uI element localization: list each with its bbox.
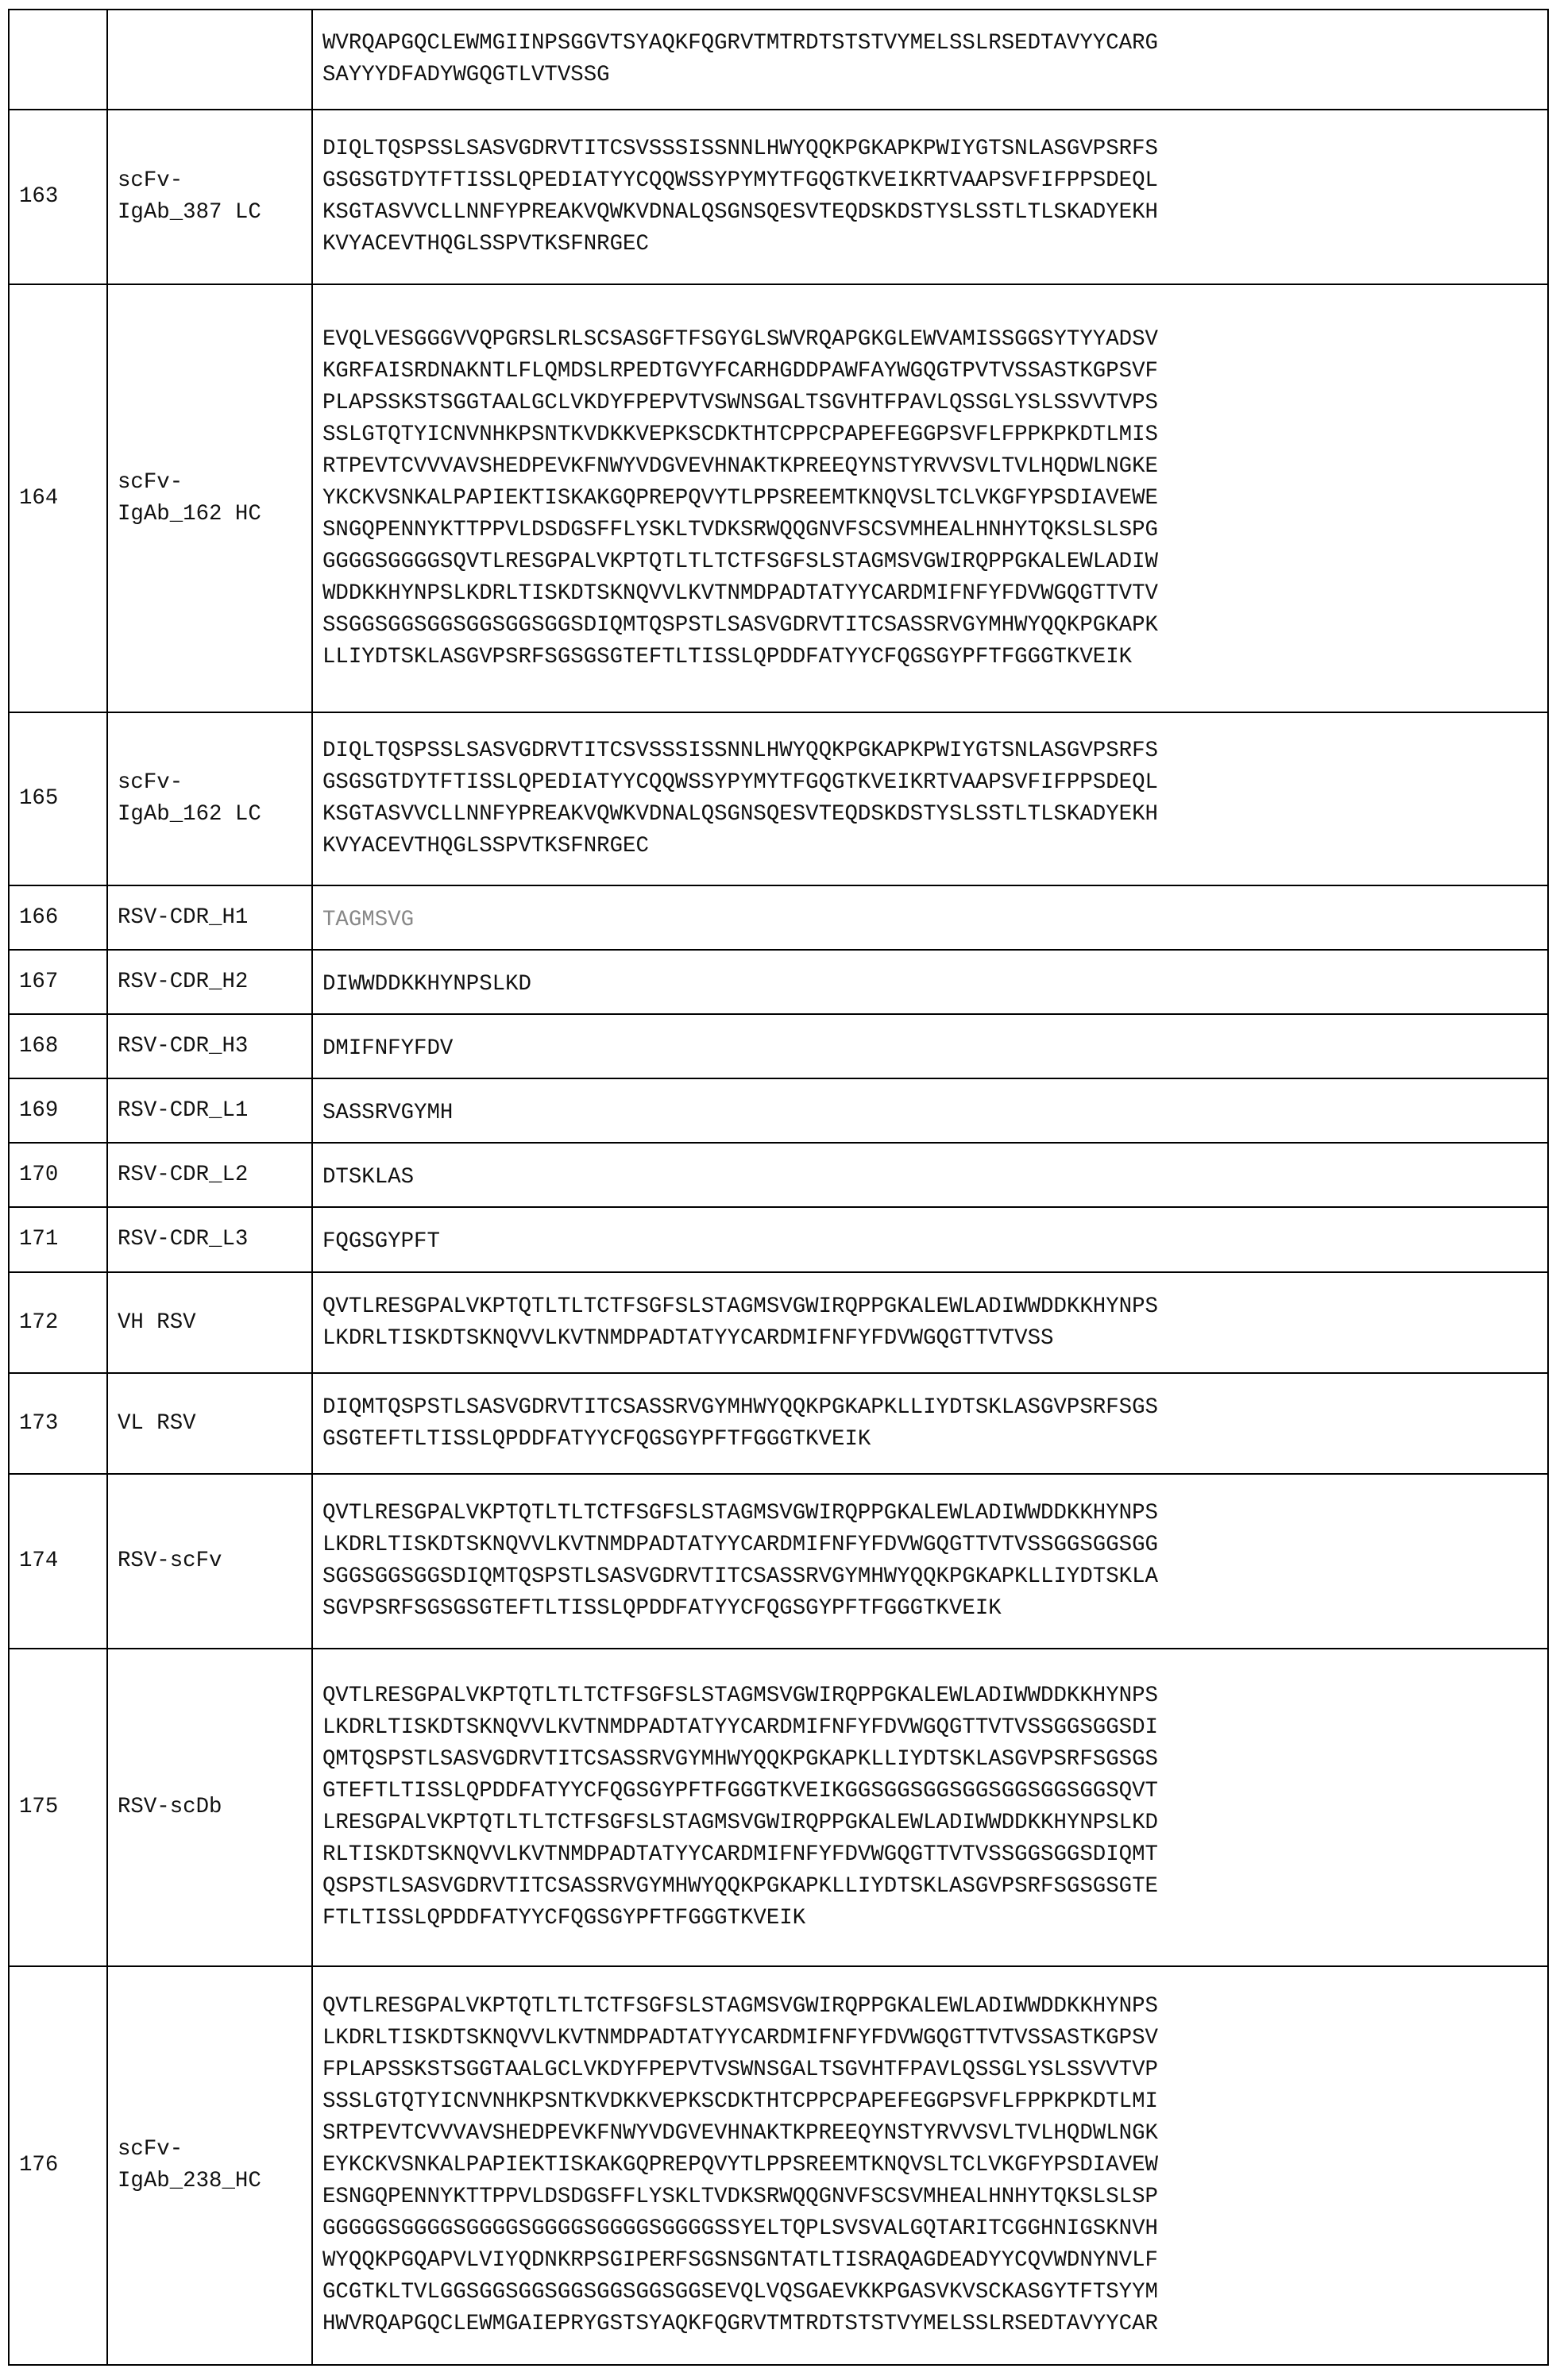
- seq-name-line: scFv-: [118, 770, 183, 795]
- sequence-line: GGGGSGGGGSQVTLRESGPALVKPTQTLTLTCTFSGFSLSTAGMSVGWIRQPPGKALEWLADIW: [322, 549, 1158, 574]
- seq-name-line: VH RSV: [118, 1310, 196, 1335]
- sequence-line: KSGTASVVCLLNNFYPREAKVQWKVDNALQSGNSQESVTEQDSKDSTYSLSSTLTLSKADYEKH: [322, 802, 1158, 827]
- seq-name-cell: [107, 950, 312, 1014]
- sequence-line: DIQLTQSPSSLSASVGDRVTITCSVSSSISSNNLHWYQQKPGKAPKPWIYGTSNLASGVPSRFS: [322, 137, 1158, 161]
- sequence-line: GCGTKLTVLGGSGGSGGSGGSGGSGGSGGSEVQLVQSGAEVKKPGASVKVSCKASGYTFTSYYM: [322, 2280, 1158, 2305]
- sequence-line: KSGTASVVCLLNNFYPREAKVQWKVDNALQSGNSQESVTEQDSKDSTYSLSSTLTLSKADYEKH: [322, 200, 1158, 225]
- seq-id-cell: 167: [9, 950, 107, 1014]
- sequence-line: EVQLVESGGGVVQPGRSLRLSCSASGFTFSGYGLSWVRQAPGKGLEWVAMISSGGSYTYYADSV: [322, 326, 1158, 352]
- table-row: [9, 1649, 1548, 1966]
- sequence-line: WVRQAPGQCLEWMGIINPSGGVTSYAQKFQGRVTMTRDTSTSTVYMELSSLRSEDTAVYYCARG: [322, 31, 1158, 56]
- table-row: [9, 1373, 1548, 1474]
- seq-name-line: VL RSV: [118, 1410, 196, 1436]
- seq-id-cell: 173: [9, 1373, 107, 1474]
- sequence-line: FPLAPSSKSTSGGTAALGCLVKDYFPEPVTVSWNSGALTSGVHTFPAVLQSSGLYSLSSVVTVP: [322, 2058, 1158, 2082]
- sequence-line: SGVPSRFSGSGSGTEFTLTISSLQPDDFATYYCFQGSGYPFTFGGGTKVEIK: [322, 1596, 1002, 1621]
- sequence-line: SSLGTQTYICNVNHKPSNTKVDKKVEPKSCDKTHTCPPCPAPEFEGGPSVFLFPPKPKDTLMIS: [322, 422, 1158, 447]
- table-row: [9, 885, 1548, 950]
- sequence-cell: [312, 1078, 1548, 1143]
- seq-id-cell: 164: [9, 284, 107, 712]
- sequence-line: DTSKLAS: [322, 1164, 415, 1190]
- sequence-line: QVTLRESGPALVKPTQTLTLTCTFSGFSLSTAGMSVGWIRQPPGKALEWLADIWWDDKKHYNPS: [322, 1684, 1158, 1708]
- seq-id-cell: 168: [9, 1014, 107, 1078]
- sequence-line: YKCKVSNKALPAPIEKTISKAKGQPREPQVYTLPPSREEMTKNQVSLTCLVKGFYPSDIAVEWE: [322, 485, 1158, 511]
- seq-id-cell: 174: [9, 1474, 107, 1649]
- table-row: [9, 1014, 1548, 1078]
- sequence-line: QVTLRESGPALVKPTQTLTLTCTFSGFSLSTAGMSVGWIRQPPGKALEWLADIWWDDKKHYNPS: [322, 1501, 1158, 1526]
- sequence-line: LKDRLTISKDTSKNQVVLKVTNMDPADTATYYCARDMIFNFYFDVWGQGTTVTVSSGGSGGSDI: [322, 1715, 1158, 1740]
- seq-name-line: RSV-CDR_H3: [118, 1033, 249, 1059]
- seq-name-line: IgAb_387 LC: [118, 200, 261, 225]
- seq-id-cell: 170: [9, 1143, 107, 1207]
- seq-name-cell: [107, 885, 312, 950]
- seq-id-cell: 163: [9, 110, 107, 284]
- sequence-line: QMTQSPSTLSASVGDRVTITCSASSRVGYMHWYQQKPGKAPKLLIYDTSKLASGVPSRFSGSGS: [322, 1747, 1158, 1772]
- sequence-line: LKDRLTISKDTSKNQVVLKVTNMDPADTATYYCARDMIFNFYFDVWGQGTTVTVSSGGSGGSGG: [322, 1533, 1158, 1557]
- seq-name-cell: [107, 1078, 312, 1143]
- table-row: [9, 1078, 1548, 1143]
- sequence-line: SRTPEVTCVVVAVSHEDPEVKFNWYVDGVEVHNAKTKPREEQYNSTYRVVSVLTVLHQDWLNGK: [322, 2121, 1158, 2146]
- sequence-line: SSSLGTQTYICNVNHKPSNTKVDKKVEPKSCDKTHTCPPCPAPEFEGGPSVFLFPPKPKDTLMI: [322, 2089, 1158, 2114]
- sequence-line: LKDRLTISKDTSKNQVVLKVTNMDPADTATYYCARDMIFNFYFDVWGQGTTVTVSS: [322, 1325, 1054, 1351]
- seq-name-line: IgAb_162 LC: [118, 802, 261, 827]
- sequence-line: WDDKKHYNPSLKDRLTISKDTSKNQVVLKVTNMDPADTATYYCARDMIFNFYFDVWGQGTTVTV: [322, 581, 1158, 606]
- sequence-line: SAYYYDFADYWGQGTLVTVSSG: [322, 63, 610, 87]
- sequence-line: QVTLRESGPALVKPTQTLTLTCTFSGFSLSTAGMSVGWIRQPPGKALEWLADIWWDDKKHYNPS: [322, 1994, 1158, 2019]
- sequence-line: FQGSGYPFT: [322, 1229, 440, 1254]
- sequence-line: EYKCKVSNKALPAPIEKTISKAKGQPREPQVYTLPPSREEMTKNQVSLTCLVKGFYPSDIAVEW: [322, 2153, 1158, 2177]
- seq-id-cell: 175: [9, 1649, 107, 1966]
- sequence-cell: [312, 1014, 1548, 1078]
- seq-name-cell: [107, 712, 312, 885]
- sequence-line: GSGSGTDYTFTISSLQPEDIATYYCQQWSSYPYMYTFGQGTKVEIKRTVAAPSVFIFPPSDEQL: [322, 168, 1158, 193]
- sequence-line: DIQMTQSPSTLSASVGDRVTITCSASSRVGYMHWYQQKPGKAPKLLIYDTSKLASGVPSRFSGS: [322, 1394, 1158, 1420]
- seq-name-line: scFv-: [118, 168, 183, 193]
- sequence-line: HWVRQAPGQCLEWMGAIEPRYGSTSYAQKFQGRVTMTRDTSTSTVYMELSSLRSEDTAVYYCAR: [322, 2312, 1158, 2336]
- seq-name-line: scFv-: [118, 469, 183, 495]
- seq-id-cell: 169: [9, 1078, 107, 1143]
- sequence-line: KGRFAISRDNAKNTLFLQMDSLRPEDTGVYFCARHGDDPAWFAYWGQGTPVTVSSASTKGPSVF: [322, 358, 1158, 384]
- sequence-cell: [312, 1207, 1548, 1272]
- sequence-table: [8, 9, 1549, 2366]
- sequence-line: GSGSGTDYTFTISSLQPEDIATYYCQQWSSYPYMYTFGQGTKVEIKRTVAAPSVFIFPPSDEQL: [322, 770, 1158, 795]
- sequence-line: GGGGGSGGGGSGGGGSGGGGSGGGGSGGGGSSYELTQPLSVSVALGQTARITCGGHNIGSKNVH: [322, 2216, 1158, 2241]
- seq-name-cell: [107, 110, 312, 284]
- seq-id-cell: 176: [9, 1966, 107, 2365]
- sequence-cell: [312, 284, 1548, 712]
- seq-name-cell: [107, 1373, 312, 1474]
- seq-name-line: RSV-CDR_H1: [118, 905, 249, 930]
- sequence-cell: [312, 10, 1548, 110]
- sequence-line: KVYACEVTHQGLSSPVTKSFNRGEC: [322, 232, 649, 257]
- sequence-cell: [312, 712, 1548, 885]
- seq-id-cell: 171: [9, 1207, 107, 1272]
- sequence-cell: [312, 110, 1548, 284]
- seq-name-cell: [107, 284, 312, 712]
- seq-name-cell: [107, 10, 312, 110]
- seq-name-cell: [107, 1014, 312, 1078]
- sequence-line: WYQQKPGQAPVLVIYQDNKRPSGIPERFSGSNSGNTATLTISRAQAGDEADYYCQVWDNYNVLF: [322, 2248, 1158, 2273]
- sequence-cell: [312, 1966, 1548, 2365]
- sequence-line: LKDRLTISKDTSKNQVVLKVTNMDPADTATYYCARDMIFNFYFDVWGQGTTVTVSSASTKGPSV: [322, 2026, 1158, 2050]
- sequence-cell: [312, 1272, 1548, 1373]
- sequence-table-body: [9, 10, 1548, 2365]
- sequence-line: GTEFTLTISSLQPDDFATYYCFQGSGYPFTFGGGTKVEIKGGSGGSGGSGGSGGSGGSGGSQVT: [322, 1779, 1158, 1803]
- seq-name-line: IgAb_162 HC: [118, 501, 261, 527]
- seq-name-line: RSV-CDR_H2: [118, 969, 249, 994]
- seq-name-cell: [107, 1649, 312, 1966]
- table-row: [9, 1143, 1548, 1207]
- sequence-line: PLAPSSKSTSGGTAALGCLVKDYFPEPVTVSWNSGALTSGVHTFPAVLQSSGLYSLSSVVTVPS: [322, 390, 1158, 415]
- sequence-line: DIQLTQSPSSLSASVGDRVTITCSVSSSISSNNLHWYQQKPGKAPKPWIYGTSNLASGVPSRFS: [322, 739, 1158, 763]
- sequence-cell: [312, 1373, 1548, 1474]
- seq-name-line: RSV-scFv: [118, 1549, 222, 1573]
- sequence-line: DMIFNFYFDV: [322, 1036, 454, 1061]
- sequence-line: RTPEVTCVVVAVSHEDPEVKFNWYVDGVEVHNAKTKPREEQYNSTYRVVSVLTVLHQDWLNGKE: [322, 453, 1158, 479]
- seq-name-line: RSV-CDR_L2: [118, 1162, 249, 1187]
- sequence-line: ESNGQPENNYKTTPPVLDSDGSFFLYSKLTVDKSRWQQGNVFSCSVMHEALHNHYTQKSLSLSP: [322, 2185, 1158, 2209]
- seq-id-cell: 172: [9, 1272, 107, 1373]
- seq-name-line: RSV-scDb: [118, 1795, 222, 1819]
- seq-name-line: IgAb_238_HC: [118, 2169, 261, 2193]
- seq-name-cell: [107, 1966, 312, 2365]
- seq-id-cell: 165: [9, 712, 107, 885]
- sequence-cell: [312, 1143, 1548, 1207]
- table-row: [9, 712, 1548, 885]
- table-row: [9, 1272, 1548, 1373]
- sequence-line: SSGGSGGSGGSGGSGGSGGSDIQMTQSPSTLSASVGDRVTITCSASSRVGYMHWYQQKPGKAPK: [322, 612, 1158, 638]
- table-row: [9, 1207, 1548, 1272]
- sequence-line: FTLTISSLQPDDFATYYCFQGSGYPFTFGGGTKVEIK: [322, 1906, 806, 1931]
- sequence-line: SNGQPENNYKTTPPVLDSDGSFFLYSKLTVDKSRWQQGNVFSCSVMHEALHNHYTQKSLSLSPG: [322, 517, 1158, 542]
- seq-name-cell: [107, 1272, 312, 1373]
- sequence-cell: [312, 950, 1548, 1014]
- sequence-line: DIWWDDKKHYNPSLKD: [322, 971, 531, 997]
- seq-name-line: scFv-: [118, 2137, 183, 2162]
- seq-name-cell: [107, 1143, 312, 1207]
- sequence-cell: [312, 1474, 1548, 1649]
- sequence-cell: [312, 885, 1548, 950]
- seq-name-line: RSV-CDR_L3: [118, 1227, 249, 1252]
- sequence-line: LRESGPALVKPTQTLTLTCTFSGFSLSTAGMSVGWIRQPPGKALEWLADIWWDDKKHYNPSLKD: [322, 1811, 1158, 1835]
- sequence-line: LLIYDTSKLASGVPSRFSGSGSGTEFTLTISSLQPDDFATYYCFQGSGYPFTFGGGTKVEIK: [322, 644, 1133, 669]
- seq-id-cell: 166: [9, 885, 107, 950]
- sequence-line: SASSRVGYMH: [322, 1100, 454, 1125]
- sequence-line: QSPSTLSASVGDRVTITCSASSRVGYMHWYQQKPGKAPKLLIYDTSKLASGVPSRFSGSGSGTE: [322, 1874, 1158, 1899]
- sequence-line: QVTLRESGPALVKPTQTLTLTCTFSGFSLSTAGMSVGWIRQPPGKALEWLADIWWDDKKHYNPS: [322, 1294, 1158, 1319]
- table-row: [9, 950, 1548, 1014]
- sequence-line: RLTISKDTSKNQVVLKVTNMDPADTATYYCARDMIFNFYFDVWGQGTTVTVSSGGSGGSDIQMT: [322, 1842, 1158, 1867]
- seq-name-cell: [107, 1474, 312, 1649]
- table-row: [9, 1474, 1548, 1649]
- sequence-line: SGGSGGSGGSDIQMTQSPSTLSASVGDRVTITCSASSRVGYMHWYQQKPGKAPKLLIYDTSKLA: [322, 1564, 1158, 1589]
- table-row: [9, 284, 1548, 712]
- table-row: [9, 110, 1548, 284]
- sequence-line: GSGTEFTLTISSLQPDDFATYYCFQGSGYPFTFGGGTKVEIK: [322, 1426, 871, 1452]
- seq-id-cell: [9, 10, 107, 110]
- table-row: [9, 1966, 1548, 2365]
- seq-name-line: RSV-CDR_L1: [118, 1097, 249, 1123]
- sequence-cell: [312, 1649, 1548, 1966]
- seq-name-cell: [107, 1207, 312, 1272]
- table-row: [9, 10, 1548, 110]
- sequence-line: KVYACEVTHQGLSSPVTKSFNRGEC: [322, 834, 649, 858]
- sequence-line: TAGMSVG: [322, 907, 415, 932]
